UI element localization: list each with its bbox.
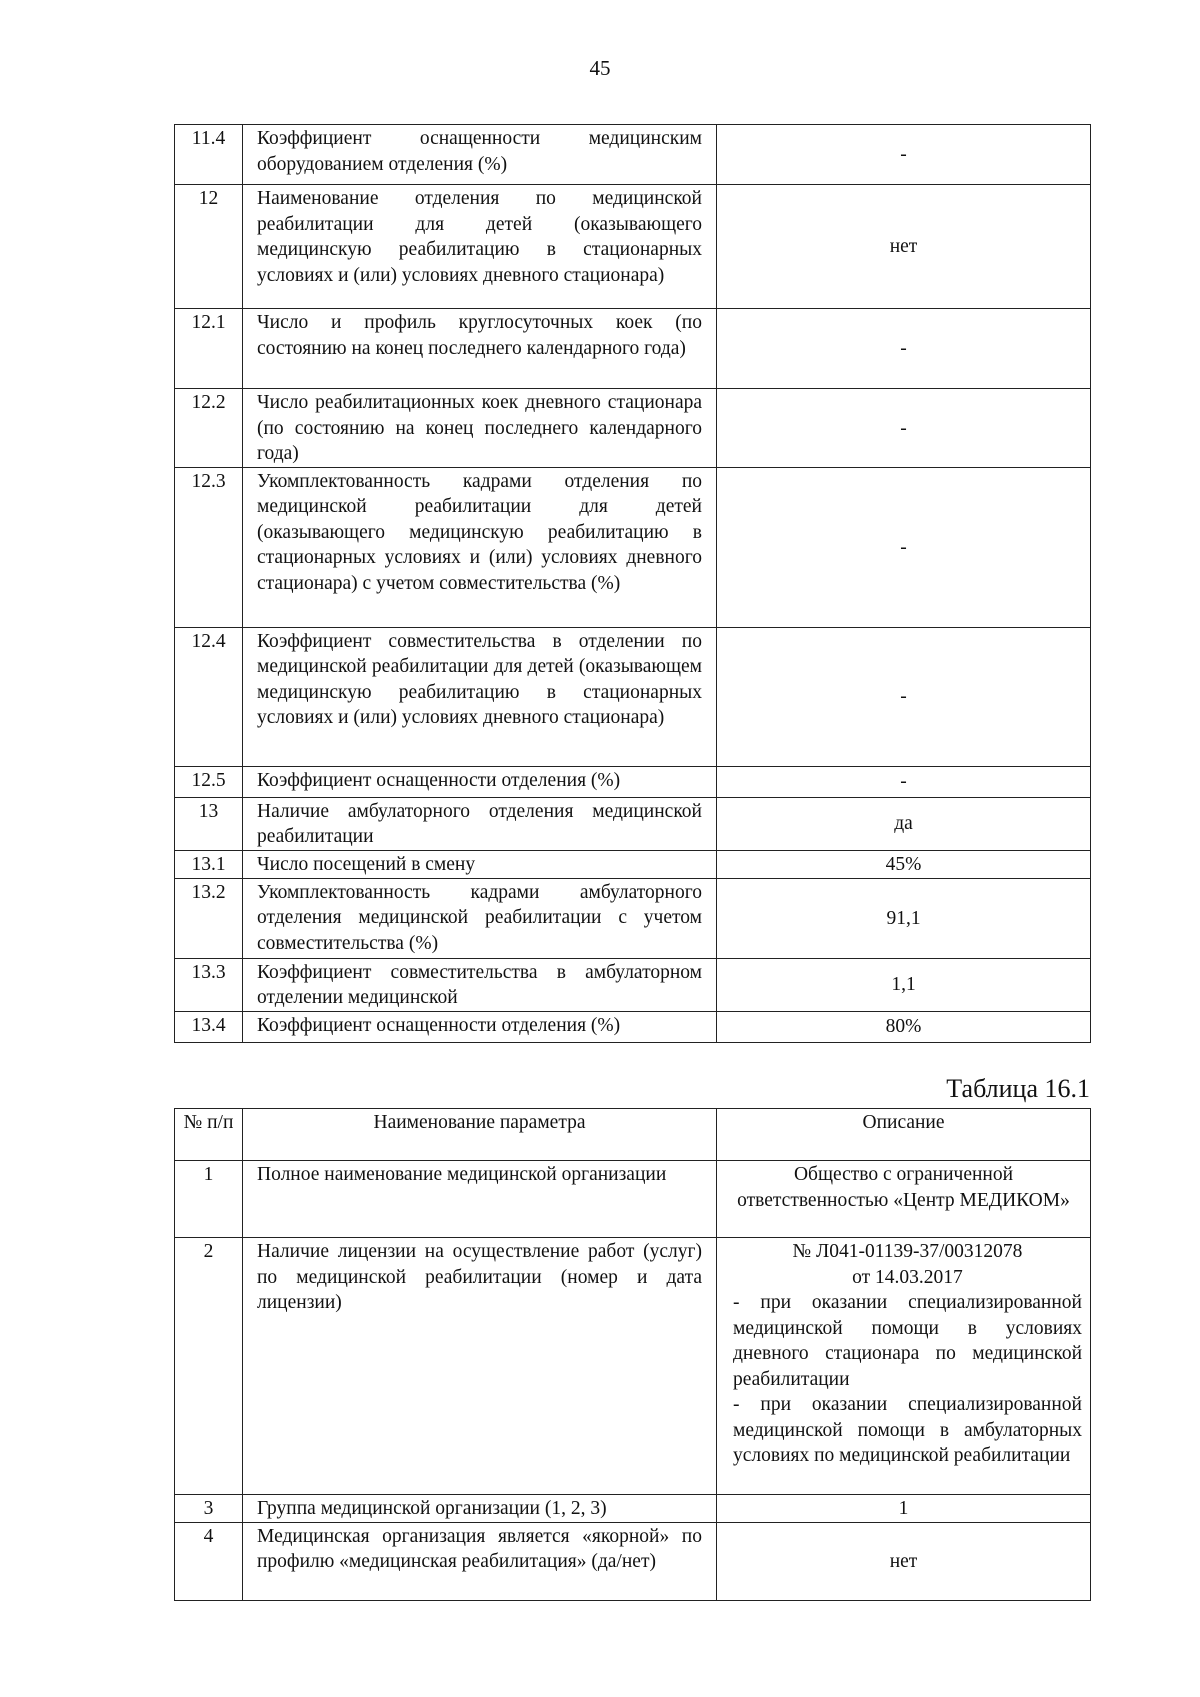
row-number: 12.2 xyxy=(175,389,243,468)
table-row xyxy=(175,309,1091,389)
row-value: - xyxy=(717,125,1091,185)
row-parameter: Группа медицинской организации (1, 2, 3) xyxy=(243,1495,717,1523)
header-parameter: Наименование параметра xyxy=(243,1109,717,1161)
license-item: - при оказании специализированной медицинской помощи в амбулаторных условиях по медицинской реабилитации xyxy=(733,1394,1082,1466)
row-number: 12.3 xyxy=(175,467,243,627)
row-number: 12.5 xyxy=(175,766,243,797)
table-row xyxy=(175,1011,1091,1042)
table-row xyxy=(175,467,1091,627)
table-row xyxy=(175,878,1091,958)
row-number: 1 xyxy=(175,1161,243,1238)
row-number: 12.4 xyxy=(175,627,243,766)
organization-table xyxy=(174,1108,1091,1601)
header-description: Описание xyxy=(717,1109,1091,1161)
row-value: - xyxy=(717,467,1091,627)
row-value: 1 xyxy=(717,1495,1091,1523)
row-parameter: Коэффициент оснащенности отделения (%) xyxy=(243,1011,717,1042)
table-row xyxy=(175,185,1091,309)
table-row xyxy=(175,1495,1091,1523)
row-parameter: Наличие амбулаторного отделения медицинской реабилитации xyxy=(243,797,717,850)
row-value: 1,1 xyxy=(717,958,1091,1011)
row-number: 13 xyxy=(175,797,243,850)
table-row xyxy=(175,1238,1091,1495)
row-parameter: Число реабилитационных коек дневного стационара (по состоянию на конец последнего календарного года) xyxy=(243,389,717,468)
row-number: 4 xyxy=(175,1522,243,1600)
row-number: 12 xyxy=(175,185,243,309)
row-value: 80% xyxy=(717,1011,1091,1042)
row-parameter: Наименование отделения по медицинской реабилитации для детей (оказывающего медицинскую реабилитацию в стационарных условиях и (или) условиях дневного стационара) xyxy=(243,185,717,309)
table-row xyxy=(175,389,1091,468)
row-parameter: Число и профиль круглосуточных коек (по состоянию на конец последнего календарного года) xyxy=(243,309,717,389)
row-value: - xyxy=(717,627,1091,766)
table-row xyxy=(175,627,1091,766)
header-number: № п/п xyxy=(175,1109,243,1161)
license-number: № Л041-01139-37/00312078 xyxy=(792,1241,1023,1262)
row-number: 13.4 xyxy=(175,1011,243,1042)
row-number: 11.4 xyxy=(175,125,243,185)
row-value: - xyxy=(717,389,1091,468)
table-row xyxy=(175,958,1091,1011)
row-parameter: Коэффициент совместительства в амбулаторном отделении медицинской xyxy=(243,958,717,1011)
row-value: Общество с ограниченной ответственностью «Центр МЕДИКОМ» xyxy=(717,1161,1091,1238)
table-caption: Таблица 16.1 xyxy=(946,1074,1090,1103)
row-parameter: Число посещений в смену xyxy=(243,850,717,878)
row-value: 45% xyxy=(717,850,1091,878)
row-parameter: Коэффициент оснащенности отделения (%) xyxy=(243,766,717,797)
license-item: - при оказании специализированной медицинской помощи в условиях дневного стационара по медицинской реабилитации xyxy=(733,1292,1082,1390)
table-row xyxy=(175,125,1091,185)
row-value: - xyxy=(717,766,1091,797)
row-parameter: Коэффициент оснащенности медицинским оборудованием отделения (%) xyxy=(243,125,717,185)
row-parameter: Коэффициент совместительства в отделении по медицинской реабилитации для детей (оказывающем медицинскую реабилитацию в стационарных условиях и (или) условиях дневного стационара) xyxy=(243,627,717,766)
row-value: - xyxy=(717,309,1091,389)
table-row xyxy=(175,850,1091,878)
row-parameter: Укомплектованность кадрами отделения по медицинской реабилитации для детей (оказывающего медицинскую реабилитацию в стационарных условиях и (или) условиях дневного стационара) с учетом совместительства (%) xyxy=(243,467,717,627)
row-parameter: Укомплектованность кадрами амбулаторного отделения медицинской реабилитации с учетом совместительства (%) xyxy=(243,878,717,958)
row-number: 13.3 xyxy=(175,958,243,1011)
row-number: 12.1 xyxy=(175,309,243,389)
table-row xyxy=(175,1522,1091,1600)
license-description xyxy=(717,1238,1091,1495)
table-header-row xyxy=(175,1109,1091,1161)
row-parameter: Медицинская организация является «якорной» по профилю «медицинская реабилитация» (да/нет) xyxy=(243,1522,717,1600)
row-value: нет xyxy=(717,1522,1091,1600)
row-number: 13.2 xyxy=(175,878,243,958)
license-date: от 14.03.2017 xyxy=(852,1266,963,1288)
row-number: 3 xyxy=(175,1495,243,1523)
row-value: да xyxy=(717,797,1091,850)
row-parameter: Наличие лицензии на осуществление работ (услуг) по медицинской реабилитации (номер и дата лицензии) xyxy=(243,1238,717,1495)
row-value: нет xyxy=(717,185,1091,309)
table-row xyxy=(175,766,1091,797)
row-number: 2 xyxy=(175,1238,243,1495)
row-number: 13.1 xyxy=(175,850,243,878)
row-parameter: Полное наименование медицинской организации xyxy=(243,1161,717,1238)
page-number: 45 xyxy=(589,56,611,80)
table-row xyxy=(175,1161,1091,1238)
parameters-table-continued xyxy=(174,124,1091,1043)
table-row xyxy=(175,797,1091,850)
row-value: 91,1 xyxy=(717,878,1091,958)
